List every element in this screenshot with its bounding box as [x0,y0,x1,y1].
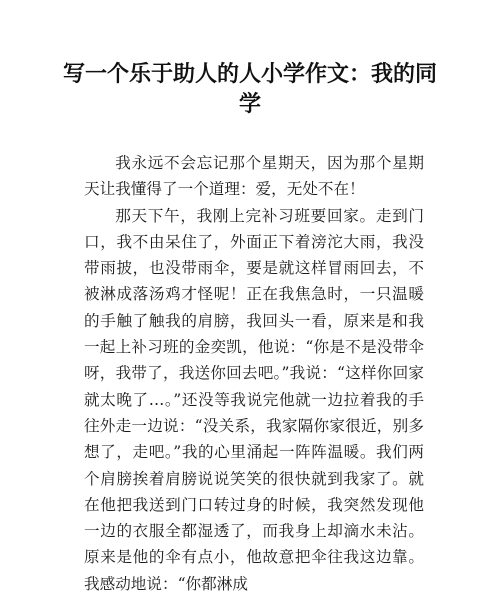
paragraph-2: 那天下午，我刚上完补习班要回家。走到门口，我不由呆住了，外面正下着滂沱大雨，我没带雨披，也没带雨伞，要是就这样冒雨回去，不被淋成落汤鸡才怪呢！正在我焦急时，一只温暖的手触了触我的肩膀，我回头一看，原来是和我一起上补习班的金奕凯，他说：“你是不是没带伞呀，我带了，我送你回去吧。”我说：“这样你回家就太晚了…。”还没等我说完他就一边拉着我的手往外走一边说：“没关系，我家隔你家很近，别多想了，走吧。”我的心里涌起一阵阵温暖。我们两个肩膀挨着肩膀说说笑笑的很快就到我家了。就在他把我送到门口转过身的时候，我突然发现他一边的衣服全都湿透了，而我身上却滴水未沾。原来是他的伞有点小，他故意把伞往我这边靠。我感动地说：“你都淋成 [84,206,424,593]
article-body [84,150,424,597]
paragraph-1: 我永远不会忘记那个星期天，因为那个星期天让我懂得了一个道理：爱，无处不在！ [84,154,424,199]
article-title: 写一个乐于助人的人小学作文：我的同学 [62,62,437,117]
